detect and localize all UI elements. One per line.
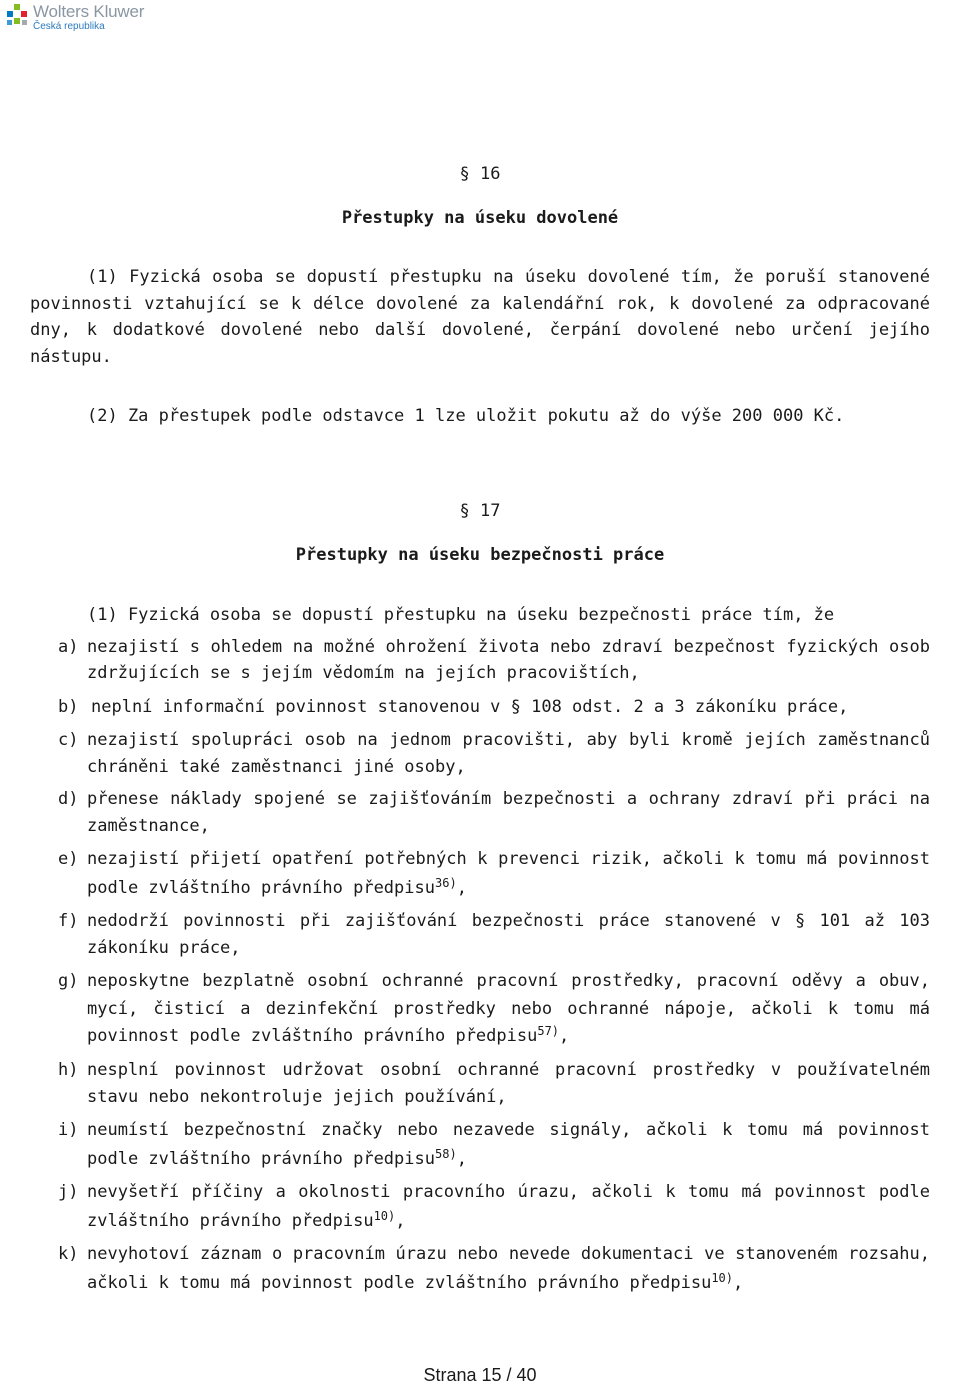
list-item-text: nezajistí přijetí opatření potřebných k prevenci rizik, ačkoli k tomu má povinnost podle zvláštního právního předpisu$^{36)}$, [87, 849, 930, 898]
list-item-label: d) [58, 789, 79, 809]
footnote-ref: 10) [373, 1208, 396, 1223]
section-16-paragraph-1: (1) Fyzická osoba se dopustí přestupku na úseku dovolené tím, že poruší stanovené povinnosti vztahující se k délce dovolené za kalendářní rok, k dovolené za odpracované dny, k dodatkové dovolené nebo další dovolené, čerpání dovolené nebo určení jejího nástupu. [30, 267, 930, 367]
section-16-title: Přestupky na úseku dovolené [341, 208, 619, 228]
list-item-label: f) [58, 911, 79, 931]
section-17-number: § 17 [459, 501, 501, 521]
list-item-label: j) [58, 1182, 79, 1202]
page-number: Strana 15 / 40 [423, 1365, 537, 1385]
list-item-text: nedodrží povinnosti při zajišťování bezpečnosti práce stanovené v § 101 až 103 zákoníku práce, [87, 911, 930, 958]
list-item-text: nezajistí spolupráci osob na jednom pracovišti, aby byli kromě jejích zaměstnanců chráněni také zaměstnanci jiné osoby, [87, 730, 930, 777]
list-item-label: g) [58, 971, 79, 991]
list-item-text: nezajistí s ohledem na možné ohrožení života nebo zdraví bezpečnost fyzických osob zdržujících se s jejím vědomím na jejích pracovištích, [87, 637, 930, 683]
section-17-intro: (1) Fyzická osoba se dopustí přestupku na úseku bezpečnosti práce tím, že [87, 605, 835, 625]
section-16-number: § 16 [459, 164, 501, 184]
list-item-label: e) [58, 849, 79, 869]
list-item-label: a) [58, 637, 79, 657]
list-item-c [58, 727, 930, 781]
list-item-text: neplní informační povinnost stanovenou v § 108 odst. 2 a 3 zákoníku práce, [91, 697, 849, 717]
list-item-h [58, 1057, 930, 1111]
wolters-kluwer-logo-icon [4, 3, 30, 29]
list-item-b [58, 693, 930, 722]
list-item-text: neumístí bezpečnostní značky nebo nezavede signály, ačkoli k tomu má povinnost podle zvláštního právního předpisu$^{58)}$, [87, 1120, 930, 1169]
footnote-ref: 57) [537, 1024, 560, 1038]
list-item-text: nesplní povinnost udržovat osobní ochranné pracovní prostředky v používatelném stavu nebo nekontroluje jejich používání, [87, 1060, 930, 1107]
list-item-label: h) [58, 1060, 79, 1080]
brand-subname: Česká republika [33, 21, 105, 32]
brand-name: Wolters Kluwer [33, 2, 145, 21]
list-item-i [58, 1116, 930, 1173]
list-item-d [58, 786, 930, 840]
list-item-text: přenese náklady spojené se zajišťováním bezpečnosti a ochrany zdraví při práci na zaměstnance, [87, 789, 930, 836]
brand-logo [4, 3, 144, 35]
list-item-j [58, 1178, 930, 1235]
list-item-e [58, 845, 930, 902]
footnote-ref: 58) [435, 1146, 457, 1161]
section-16-paragraph-2: (2) Za přestupek podle odstavce 1 lze uložit pokutu až do výše 200 000 Kč. [87, 406, 845, 426]
list-item-label: b) [58, 697, 79, 717]
footnote-ref: 10) [711, 1270, 734, 1285]
list-item-g [58, 968, 930, 1051]
footnote-ref: 36) [435, 875, 457, 890]
section-17-title: Přestupky na úseku bezpečnosti práce [295, 545, 665, 565]
list-item-f [58, 908, 930, 962]
list-item-text: nevyšetří příčiny a okolnosti pracovního úrazu, ačkoli k tomu má povinnost podle zvláštního právního předpisu$^{10)}$, [87, 1182, 930, 1231]
list-item-label: c) [58, 730, 79, 750]
list-item-label: k) [58, 1244, 79, 1264]
list-item-text: neposkytne bezplatně osobní ochranné pracovní prostředky, pracovní oděvy a obuv, mycí, čisticí a dezinfekční prostředky nebo ochranné nápoje, ačkoli k tomu má povinnost podle zvláštního právního předpisu$^{57)}$, [87, 971, 930, 1046]
list-item-a [58, 634, 930, 686]
list-item-label: i) [58, 1120, 79, 1140]
list-item-k [58, 1240, 930, 1297]
list-item-text: nevyhotoví záznam o pracovním úrazu nebo nevede dokumentaci ve stanoveném rozsahu, ačkoli k tomu má povinnost podle zvláštního právního předpisu$^{10)}$, [87, 1244, 930, 1293]
